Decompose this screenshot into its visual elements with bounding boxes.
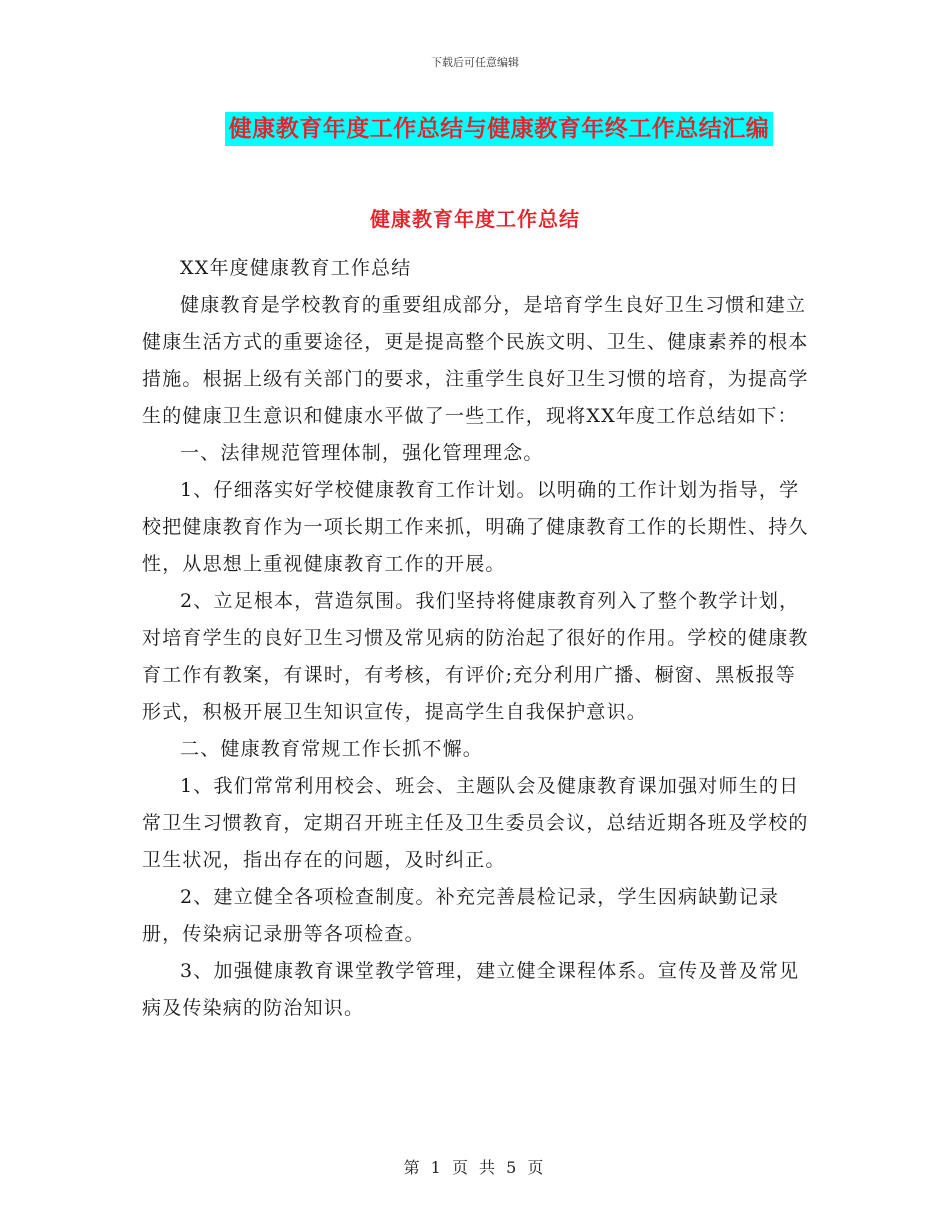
main-title: 健康教育年度工作总结与健康教育年终工作总结汇编 [225, 112, 774, 146]
paragraph-item-2-3: 3、加强健康教育课堂教学管理，建立健全课程体系。宣传及普及常见病及传染病的防治知识。 [142, 960, 800, 1019]
heading-section-1: 一、法律规范管理体制，强化管理理念。 [180, 442, 544, 464]
page-number-footer: 第 1 页 共 5 页 [403, 1158, 547, 1177]
paragraph-item-1-2: 2、立足根本，营造氛围。我们坚持将健康教育列入了整个教学计划，对培育学生的良好卫生习惯及常见病的防治起了很好的作用。学校的健康教育工作有教案，有课时，有考核，有评价;充分利用广播、橱窗、黑板报等形式，积极开展卫生知识宣传，提高学生自我保护意识。 [142, 590, 809, 723]
heading-section-2: 二、健康教育常规工作长抓不懈。 [180, 738, 484, 760]
section-title: 健康教育年度工作总结 [370, 207, 580, 231]
header-note: 下载后可任意编辑 [431, 56, 519, 69]
main-title-container [0, 112, 950, 146]
paragraph-intro: 健康教育是学校教育的重要组成部分，是培育学生良好卫生习惯和建立健康生活方式的重要途径，更是提高整个民族文明、卫生、健康素养的根本措施。根据上级有关部门的要求，注重学生良好卫生习惯的培育，为提高学生的健康卫生意识和健康水平做了一些工作，现将XX年度工作总结如下： [142, 294, 809, 427]
paragraph-item-2-1: 1、我们常常利用校会、班会、主题队会及健康教育课加强对师生的日常卫生习惯教育，定期召开班主任及卫生委员会议，总结近期各班及学校的卫生状况，指出存在的问题，及时纠正。 [142, 775, 809, 871]
paragraph-doc-subtitle: XX年度健康教育工作总结 [180, 257, 412, 279]
body-text [142, 250, 810, 1027]
paragraph-item-1-1: 1、仔细落实好学校健康教育工作计划。以明确的工作计划为指导，学校把健康教育作为一项长期工作来抓，明确了健康教育工作的长期性、持久性，从思想上重视健康教育工作的开展。 [142, 479, 809, 575]
paragraph-item-2-2: 2、建立健全各项检查制度。补充完善晨检记录，学生因病缺勤记录册，传染病记录册等各项检查。 [142, 886, 780, 945]
